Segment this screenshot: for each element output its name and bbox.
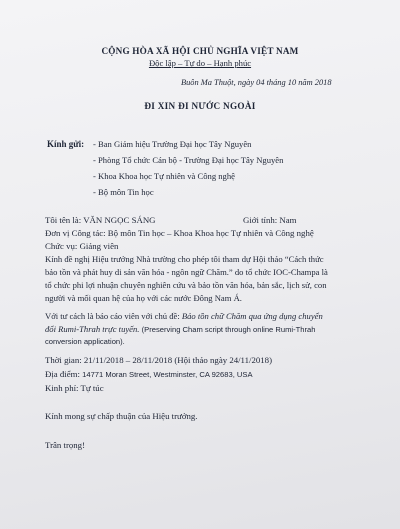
location-value: 14771 Moran Street, Westminster, CA 92683, USA: [82, 370, 253, 379]
nation-header: CỘNG HÒA XÃ HỘI CHỦ NGHĨA VIỆT NAM: [101, 46, 299, 56]
request-line: bảo tồn và phát huy di sản văn hóa - ngôn ngữ Chăm.” do tổ chức IOC-Champa là: [45, 267, 328, 277]
report-line-1: [45, 312, 323, 321]
document-title: ĐI XIN ĐI NƯỚC NGOÀI: [144, 101, 256, 111]
cost-line: Kinh phí: Tự túc: [45, 383, 104, 393]
applicant-position: Chức vụ: Giảng viên: [45, 241, 119, 251]
report-title: Bảo tồn chữ Chăm qua ứng dụng chuyển: [181, 311, 323, 321]
closing-regards: Trân trọng!: [45, 440, 85, 450]
place-date: Buôn Ma Thuột, ngày 04 tháng 10 năm 2018: [181, 78, 332, 87]
report-title-cont: đổi Rumi-Thrah trực tuyến.: [45, 324, 140, 334]
request-line: tổ chức phi lợi nhuận chuyên nghiên cứu và bảo tồn văn hóa, bản sắc, lịch sử, con: [45, 280, 327, 290]
report-english-cont: conversion application).: [45, 337, 125, 346]
request-line: Kính đề nghị Hiệu trưởng Nhà trường cho phép tôi tham dự Hội thảo “Cách thức: [45, 254, 324, 264]
applicant-gender: Giới tính: Nam: [243, 215, 297, 225]
report-english: (Preserving Cham script through online Rumi-Thrah: [141, 325, 316, 334]
motto: Độc lập – Tự do – Hạnh phúc: [148, 58, 252, 68]
recipient-item: - Khoa Khoa học Tự nhiên và Công nghệ: [93, 171, 235, 181]
recipients-label: Kính gửi:: [47, 139, 85, 149]
recipient-item: - Phòng Tổ chức Cán bộ - Trường Đại học Tây Nguyên: [93, 155, 284, 165]
time-line: Thời gian: 21/11/2018 – 28/11/2018 (Hội thảo ngày 24/11/2018): [45, 355, 272, 365]
applicant-name: Tôi tên là: VĂN NGỌC SÁNG: [45, 215, 156, 225]
location-label: Địa điểm:: [45, 369, 83, 379]
report-intro: Với tư cách là báo cáo viên với chủ đề:: [45, 311, 182, 321]
location-line: [45, 370, 253, 379]
report-line-2: [45, 325, 315, 334]
recipient-item: - Bộ môn Tin học: [93, 187, 154, 197]
applicant-unit: Đơn vị Công tác: Bộ môn Tin học – Khoa Khoa học Tự nhiên và Công nghệ: [45, 228, 314, 238]
request-line: người và mối quan hệ của họ với các nước Đông Nam Á.: [45, 293, 242, 303]
closing-request: Kính mong sự chấp thuận của Hiệu trưởng.: [45, 411, 198, 421]
recipient-item: - Ban Giám hiệu Trường Đại học Tây Nguyên: [93, 139, 252, 149]
